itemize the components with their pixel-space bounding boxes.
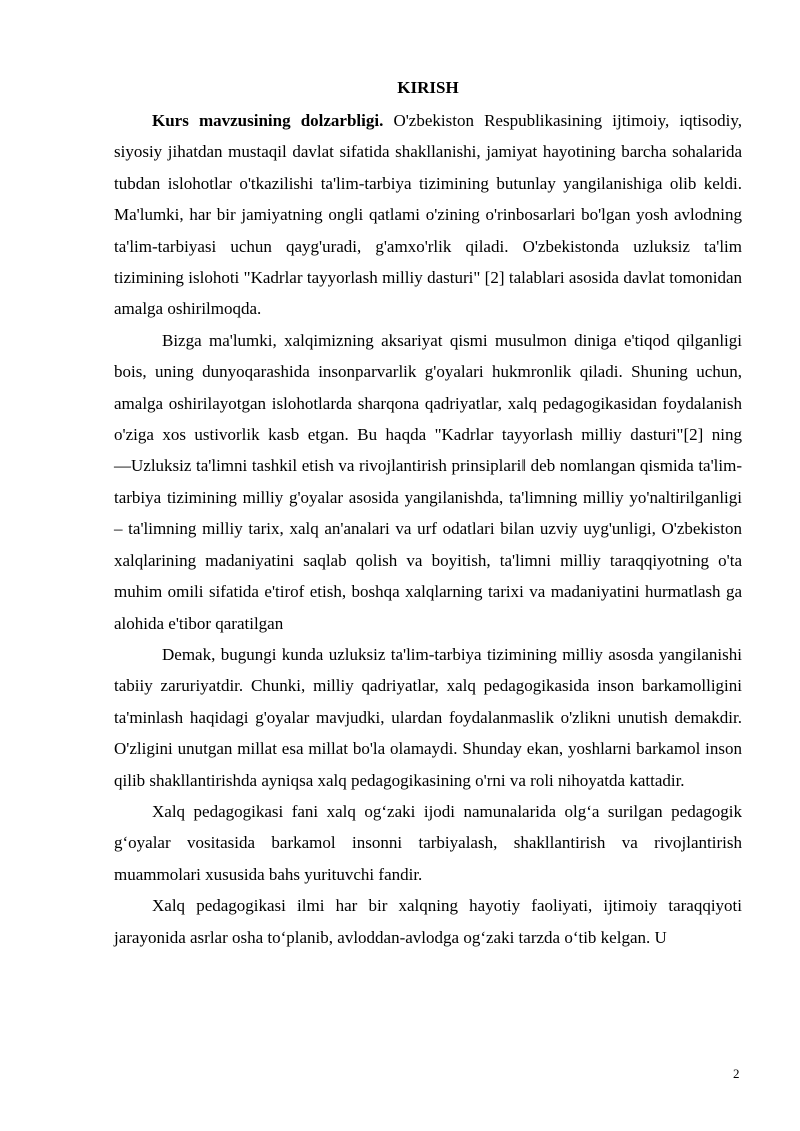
paragraph-2: Bizga ma'lumki, xalqimizning aksariyat qismi musulmon diniga e'tiqod qilganligi bois, uning dunyoqarashida insonparvarlik g'oyalari hukmronlik qiladi. Shuning uchun, amalga oshirilayotgan islohotlarda sharqona qadriyatlar, xalq pedagogikasidan foydalanish o'ziga xos ustivorlik kasb etgan. Bu haqda "Kadrlar tayyorlash milliy dasturi"[2] ning ―Uzluksiz ta'limni tashkil etish va rivojlantirish prinsiplari‖ deb nomlangan qismida ta'lim-tarbiya tizimining milliy g'oyalar asosida yangilanishda, ta'limning milliy yo'naltirilganligi – ta'limning milliy tarix, xalq an'analari va urf odatlari bilan uzviy uyg'unligi, O'zbekiston xalqlarining madaniyatini saqlab qolish va boyitish, ta'limni milliy taraqqiyotning o'ta muhim omili sifatida e'tirof etish, boshqa xalqlarning tarixi va madaniyatini hurmatlash ga alohida e'tibor qaratilgan [114, 330, 742, 633]
paragraph-5: Xalq pedagogikasi ilmi har bir xalqning hayotiy faoliyati, ijtimoiy taraqqiyoti jarayonida asrlar osha to‘planib, avloddan-avlodga og‘zaki tarzda o‘tib kelgan. U [114, 896, 742, 947]
paragraph-4: Xalq pedagogikasi fani xalq og‘zaki ijodi namunalarida olg‘a surilgan pedagogik g‘oyalar vositasida barkamol insonni tarbiyalash, shakllantirish va rivojlantirish muammolari xususida bahs yurituvchi fandir. [114, 801, 742, 884]
page-body [114, 75, 742, 953]
section-lead: Kurs mavzusining dolzarbligi. [152, 111, 384, 130]
page-number: 2 [733, 1066, 740, 1081]
paragraph-1-text: O'zbekiston Respublikasining ijtimoiy, iqtisodiy, siyosiy jihatdan mustaqil davlat sifatida shakllanishi, jamiyat hayotining barcha sohalarida tubdan islohotlar o'tkazilishi ta'lim-tarbiya tizimining butunlay yangilanishiga olib keldi. Ma'lumki, har bir jamiyatning ongli qatlami o'zining o'rinbosarlari bo'lgan yosh avlodning ta'lim-tarbiyasi uchun qayg'uradi, g'amxo'rlik qiladi. O'zbekistonda uzluksiz ta'lim tizimining islohoti "Kadrlar tayyorlash milliy dasturi" [2] talablari asosida davlat tomonidan amalga oshirilmoqda. [114, 111, 742, 319]
paragraph-3: Demak, bugungi kunda uzluksiz ta'lim-tarbiya tizimining milliy asosda yangilanishi tabiiy zaruriyatdir. Chunki, milliy qadriyatlar, xalq pedagogikasida inson barkamolligini ta'minlash haqidagi g'oyalar mavjudki, ulardan foydalanmaslik o'zlikni unutish demakdir. O'zligini unutgan millat esa millat bo'la olamaydi. Shunday ekan, yoshlarni barkamol inson qilib shakllantirishda ayniqsa xalq pedagogikasining o'rni va roli nihoyatda kattadir. [114, 644, 742, 790]
page-title: KIRISH [397, 78, 459, 97]
paragraph-1 [114, 105, 742, 325]
